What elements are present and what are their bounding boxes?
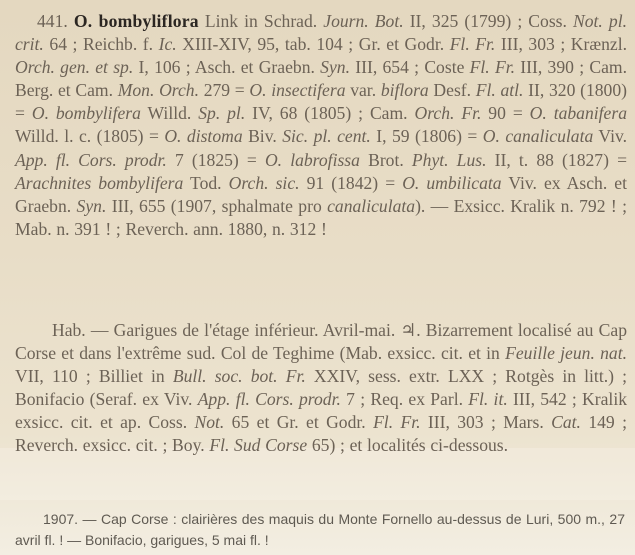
habitat-paragraph xyxy=(15,319,627,458)
citation: Fl. Sud Corse xyxy=(209,435,308,456)
entry-text: I, 106 ; Asch. et Graebn. xyxy=(133,57,321,78)
habitat-text xyxy=(15,319,627,458)
entry-text: I, 59 (1806) = xyxy=(370,126,483,147)
entry-text: Willd. l. c. (1805) = xyxy=(15,126,165,147)
synonym: O. tabanifera xyxy=(529,103,628,124)
entry-text: 91 (1842) = xyxy=(299,172,403,193)
citation: Orch. gen. et sp. xyxy=(15,57,134,78)
synonym: O. distoma xyxy=(164,126,243,147)
citation: Orch. sic. xyxy=(228,172,300,193)
synonym: biflora xyxy=(380,80,429,101)
entry-text: XIII-XIV, 95, tab. 104 ; Gr. et Godr. xyxy=(176,34,450,55)
citation: Feuille jeun. nat. xyxy=(505,343,627,364)
entry-text: Viv. xyxy=(593,126,628,147)
citation: Syn. xyxy=(76,195,107,216)
citation: Cat. xyxy=(551,412,581,433)
observation-note: 1907. — Cap Corse : clairières des maquis du Monte Fornello au-dessus de Luri, 500 m., 27 avril fl. ! — Bonifacio, garigues, 5 mai fl. ! xyxy=(15,511,625,548)
citation: Not. xyxy=(194,412,225,433)
citation: Syn. xyxy=(320,57,350,78)
citation: App. fl. Cors. prodr. xyxy=(15,149,167,170)
synonym: canaliculata xyxy=(327,195,416,216)
citation: Fl. it. xyxy=(468,389,508,410)
habitat-text-part: VII, 110 ; Billiet in xyxy=(15,366,173,387)
entry-text: Brot. xyxy=(359,149,412,170)
citation: Sic. pl. cent. xyxy=(282,126,371,147)
entry-text: III, 390 ; Cam. Berg. et Cam. xyxy=(15,57,627,101)
habitat-text-part: 65) ; et localités ci-dessous. xyxy=(307,435,509,456)
citation: Orch. Fr. xyxy=(414,103,482,124)
entry-text: II, t. 88 (1827) = xyxy=(486,149,627,170)
entry-text: var. xyxy=(345,80,381,101)
entry-text: 64 ; Reichb. f. xyxy=(43,34,159,55)
entry-text: Willd. xyxy=(140,103,199,124)
habitat-text-part: 65 et Gr. et Godr. xyxy=(224,412,374,433)
entry-text: ). — Exsicc. Kralik n. 792 ! ; Mab. n. 391 ! ; Reverch. ann. 1880, n. 312 ! xyxy=(15,195,627,239)
species-name: O. bombyliflora xyxy=(73,11,199,31)
citation: Ic. xyxy=(158,34,177,55)
citation: Mon. Orch. xyxy=(117,80,199,101)
entry-text: III, 654 ; Coste xyxy=(349,57,470,78)
entry-number: 441. xyxy=(37,11,68,31)
entry-text: Tod. xyxy=(183,172,229,193)
citation: Fl. Fr. xyxy=(373,412,421,433)
habitat-text-part: III, 303 ; Mars. xyxy=(420,412,552,433)
citation: Bull. soc. bot. Fr. xyxy=(172,366,306,387)
habitat-text-part: III, 542 ; Kralik exsicc. cit. et ap. Coss. xyxy=(15,389,628,433)
entry-text: 7 (1825) = xyxy=(166,149,265,170)
citation: Journ. Bot. xyxy=(323,11,404,31)
entry-text: 279 = xyxy=(198,80,250,101)
citation: Sp. pl. xyxy=(198,103,246,124)
synonym: O. bombylifera xyxy=(31,103,141,124)
entry-text: III, 303 ; Krænzl. xyxy=(495,34,628,55)
habitat-text-part: XXIV, sess. extr. LXX ; Rotgès in litt.) ; Bonifacio (Seraf. ex Viv. xyxy=(15,366,627,410)
habitat-text-part: 149 ; Reverch. exsicc. cit. ; Boy. xyxy=(15,412,627,456)
entry-text: III, 655 (1907, sphalmate pro xyxy=(106,195,328,216)
entry-text: IV, 68 (1805) ; Cam. xyxy=(245,103,415,124)
citation: Not. pl. crit. xyxy=(15,11,627,55)
synonym: O. labrofissa xyxy=(264,149,360,170)
citation: Fl. atl. xyxy=(475,80,524,101)
entry-text: Desf. xyxy=(428,80,476,101)
habitat-intro: Hab. — Garigues de l'étage inférieur. Avril-mai. ♃. Bizarrement localisé au Cap Corse et dans l'extrême sud. Col de Teghime (Mab. exsicc. cit. et in xyxy=(15,320,627,364)
entry-text: Link in Schrad. xyxy=(198,11,324,31)
synonym: Arachnites bombylifera xyxy=(15,172,184,193)
citation: Fl. Fr. xyxy=(449,34,496,55)
citation: App. fl. Cors. prodr. xyxy=(197,389,341,410)
citation: Phyt. Lus. xyxy=(411,149,487,170)
synonym: O. umbilicata xyxy=(402,172,502,193)
entry-text: Biv. xyxy=(242,126,283,147)
citation: Fl. Fr. xyxy=(469,57,516,78)
habitat-text-part: 7 ; Req. ex Parl. xyxy=(340,389,469,410)
synonym: O. canaliculata xyxy=(482,126,594,147)
species-entry xyxy=(15,10,627,241)
entry-text: II, 320 (1800) = xyxy=(15,80,627,124)
entry-text: II, 325 (1799) ; Coss. xyxy=(403,11,574,31)
entry-text: Viv. ex Asch. et Graebn. xyxy=(15,172,627,216)
synonym: O. insectifera xyxy=(249,80,346,101)
entry-text: 90 = xyxy=(481,103,530,124)
